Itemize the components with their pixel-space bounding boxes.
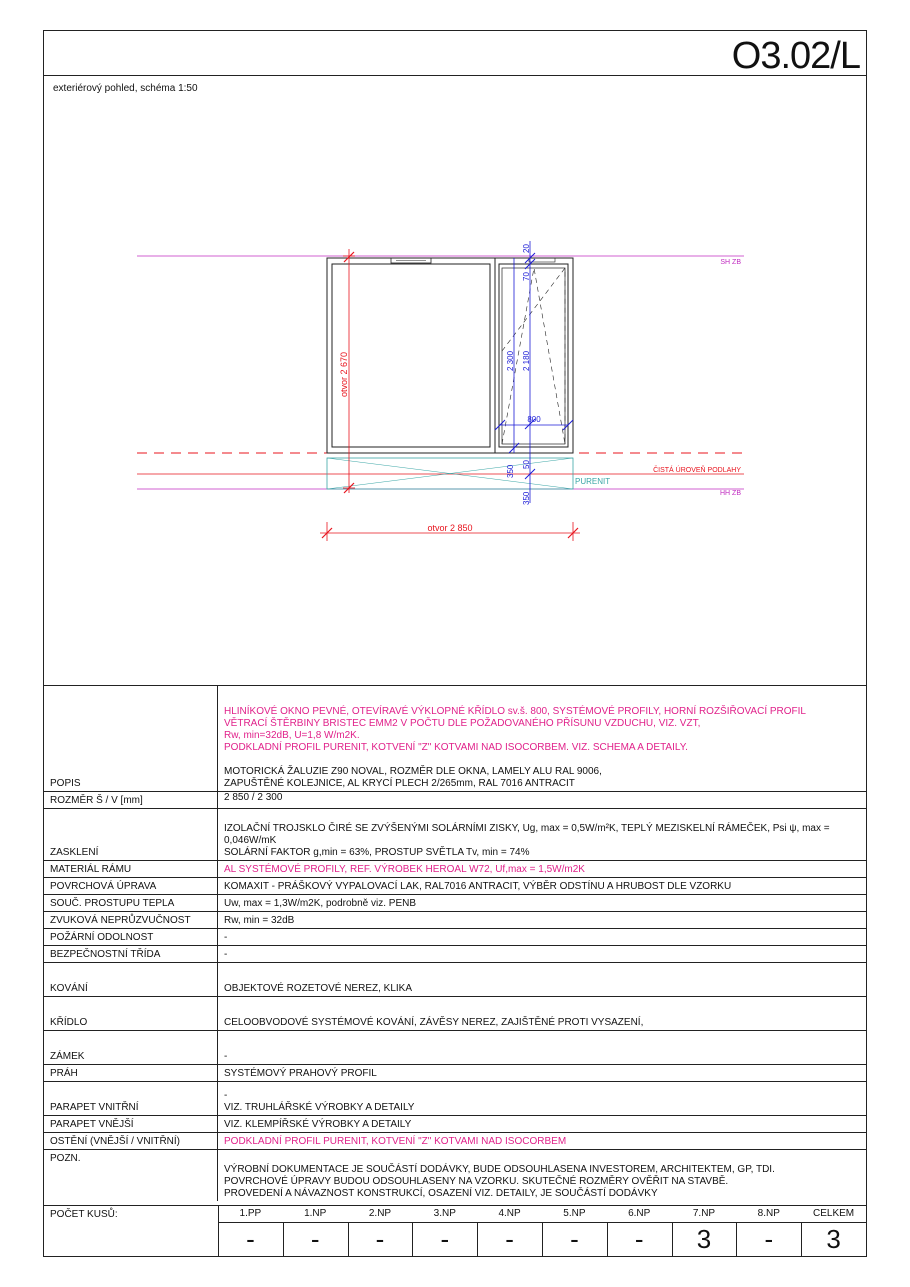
label-popis: POPIS (44, 686, 218, 792)
count-value-8np: - (764, 1224, 774, 1254)
value-popis: HLINÍKOVÉ OKNO PEVNÉ, OTEVÍRAVÉ VÝKLOPNÉ KŘÍDLO sv.š. 800, SYSTÉMOVÉ PROFILY, HORNÍ ROZŠIŘOVACÍ PROFIL VĚTRACÍ ŠTĚRBINY BRISTEC EMM2 V POČTU DLE POŽADOVANÉHO PŘÍSUNU VZDUCHU, VIZ. VZT, Rw, min=32dB, U=1,8 W/m2K. PODKLADNÍ PROFIL PURENIT, KOTVENÍ "Z" KOTVAMI NAD ISOCORBEM. VIZ. SCHEMA A DETAILY. MOTORICKÁ ŽALUZIE Z90 NOVAL, ROZMĚR DLE OKNA, LAMELY ALU RAL 9006, ZAPUŠTĚNÉ KOLEJNICE, AL KRYCÍ PLECH 2/265mm, RAL 7016 ANTRACIT (218, 686, 867, 792)
dim-2300: 2 300 (506, 350, 515, 371)
spec-table (44, 685, 866, 1201)
count-header-celkem: CELKEM (813, 1208, 855, 1219)
dim-70: 70 (522, 272, 531, 281)
dim-2180: 2 180 (522, 350, 531, 371)
row-material: MATERIÁL RÁMU AL SYSTÉMOVÉ PROFILY, REF. VÝROBEK HEROAL W72, Uf,max = 1,5W/m2K (44, 861, 866, 878)
count-value-celkem: 3 (826, 1224, 841, 1254)
count-header-1np: 1.NP (304, 1208, 327, 1219)
row-pozn: POZN. VÝROBNÍ DOKUMENTACE JE SOUČÁSTÍ DODÁVKY, BUDE ODSOUHLASENA INVESTOREM, ARCHITEKTEM, GP, TDI. POVRCHOVÉ ÚPRAVY BUDOU ODSOUHLASENY NA VZORKU. SKUTEČNÉ ROZMĚRY OVĚŘIT NA STAVBĚ. PROVEDENÍ A NÁVAZNOST KONSTRUKCÍ, OSAZENÍ VIZ. DETAILY, JE SOUČÁSTÍ DODÁVKY (44, 1150, 866, 1201)
row-souc: SOUČ. PROSTUPU TEPLA Uw, max = 1,3W/m2K, podrobně viz. PENB (44, 895, 866, 912)
row-zaskleni: ZASKLENÍ IZOLAČNÍ TROJSKLO ČIRÉ SE ZVÝŠENÝMI SOLÁRNÍMI ZISKY, Ug, max = 0,5W/m²K, TEPLÝ MEZISKELNÍ RÁMEČEK, Psi ψ, max = 0,046W/mK SOLÁRNÍ FAKTOR g,min = 63%, PROSTUP SVĚTLA Tv, min = 74% (44, 809, 866, 861)
count-value-4np: - (505, 1224, 514, 1254)
row-parapet-vnitrni: PARAPET VNITŘNÍ - VIZ. TRUHLÁŘSKÉ VÝROBKY A DETAILY (44, 1082, 866, 1116)
count-header-2np: 2.NP (368, 1208, 392, 1219)
count-grid (218, 1205, 866, 1257)
count-header-3np: 3.NP (433, 1208, 456, 1219)
count-header-5np: 5.NP (563, 1208, 586, 1219)
dim-350a: 350 (506, 464, 515, 478)
row-bezp: BEZPEČNOSTNÍ TŘÍDA - (44, 946, 866, 963)
row-zvuk: ZVUKOVÁ NEPRŮZVUČNOST Rw, min = 32dB (44, 912, 866, 929)
window-elevation-drawing (44, 31, 866, 685)
dim-50: 50 (522, 460, 531, 469)
drawing-sheet (43, 30, 867, 1257)
row-kovani: KOVÁNÍ OBJEKTOVÉ ROZETOVÉ NEREZ, KLIKA (44, 963, 866, 997)
otvor-width-label: otvor 2 850 (427, 523, 473, 533)
hh-zb-label: HH ZB (720, 490, 741, 497)
count-value-7np: 3 (696, 1224, 712, 1254)
otvor-height-label: otvor 2 670 (339, 351, 349, 397)
count-header-4np: 4.NP (498, 1208, 521, 1219)
count-value-3np: - (440, 1224, 450, 1254)
count-header-6np: 6.NP (628, 1208, 651, 1219)
count-value-2np: - (375, 1224, 385, 1254)
fixed-pane (332, 264, 490, 447)
row-prah: PRÁH SYSTÉMOVÝ PRAHOVÝ PROFIL (44, 1065, 866, 1082)
dim-350b: 350 (522, 491, 531, 505)
count-header-7np: 7.NP (692, 1208, 716, 1219)
row-pozar: POŽÁRNÍ ODOLNOST - (44, 929, 866, 946)
row-rozmer: ROZMĚR Š / V [mm] 2 850 / 2 300 (44, 792, 866, 809)
dim-800: 800 (527, 415, 541, 424)
count-value-1pp: - (246, 1224, 255, 1254)
count-value-6np: - (634, 1224, 644, 1254)
count-header-1pp: 1.PP (239, 1208, 262, 1219)
count-value-5np: - (570, 1224, 579, 1254)
row-osteni: OSTĚNÍ (VNĚJŠÍ / VNITŘNÍ) PODKLADNÍ PROFIL PURENIT, KOTVENÍ "Z" KOTVAMI NAD ISOCORBEM (44, 1133, 866, 1150)
row-zamek: ZÁMEK - (44, 1031, 866, 1065)
sh-zb-label: SH ZB (720, 259, 741, 266)
cista-uroven-label: ČISTÁ ÚROVEŇ PODLAHY (653, 467, 741, 474)
count-header-8np: 8.NP (757, 1208, 780, 1219)
purenit-label: PURENIT (575, 477, 611, 486)
row-parapet-vnejsi: PARAPET VNĚJŠÍ VIZ. KLEMPÍŘSKÉ VÝROBKY A DETAILY (44, 1116, 866, 1133)
row-popis (44, 686, 866, 792)
count-value-1np: - (310, 1224, 320, 1254)
view-caption: exteriérový pohled, schéma 1:50 (53, 83, 198, 94)
count-label: POČET KUSŮ: (50, 1209, 118, 1220)
row-kridlo: KŘÍDLO CELOOBVODOVÉ SYSTÉMOVÉ KOVÁNÍ, ZÁVĚSY NEREZ, ZAJIŠTĚNÉ PROTI VYSAZENÍ, (44, 997, 866, 1031)
row-povrch: POVRCHOVÁ ÚPRAVA KOMAXIT - PRÁŠKOVÝ VYPALOVACÍ LAK, RAL7016 ANTRACIT, VÝBĚR ODSTÍNU A HRUBOST DLE VZORKU (44, 878, 866, 895)
dim-20: 20 (522, 244, 531, 253)
sheet-title: O3.02/L (731, 35, 860, 77)
